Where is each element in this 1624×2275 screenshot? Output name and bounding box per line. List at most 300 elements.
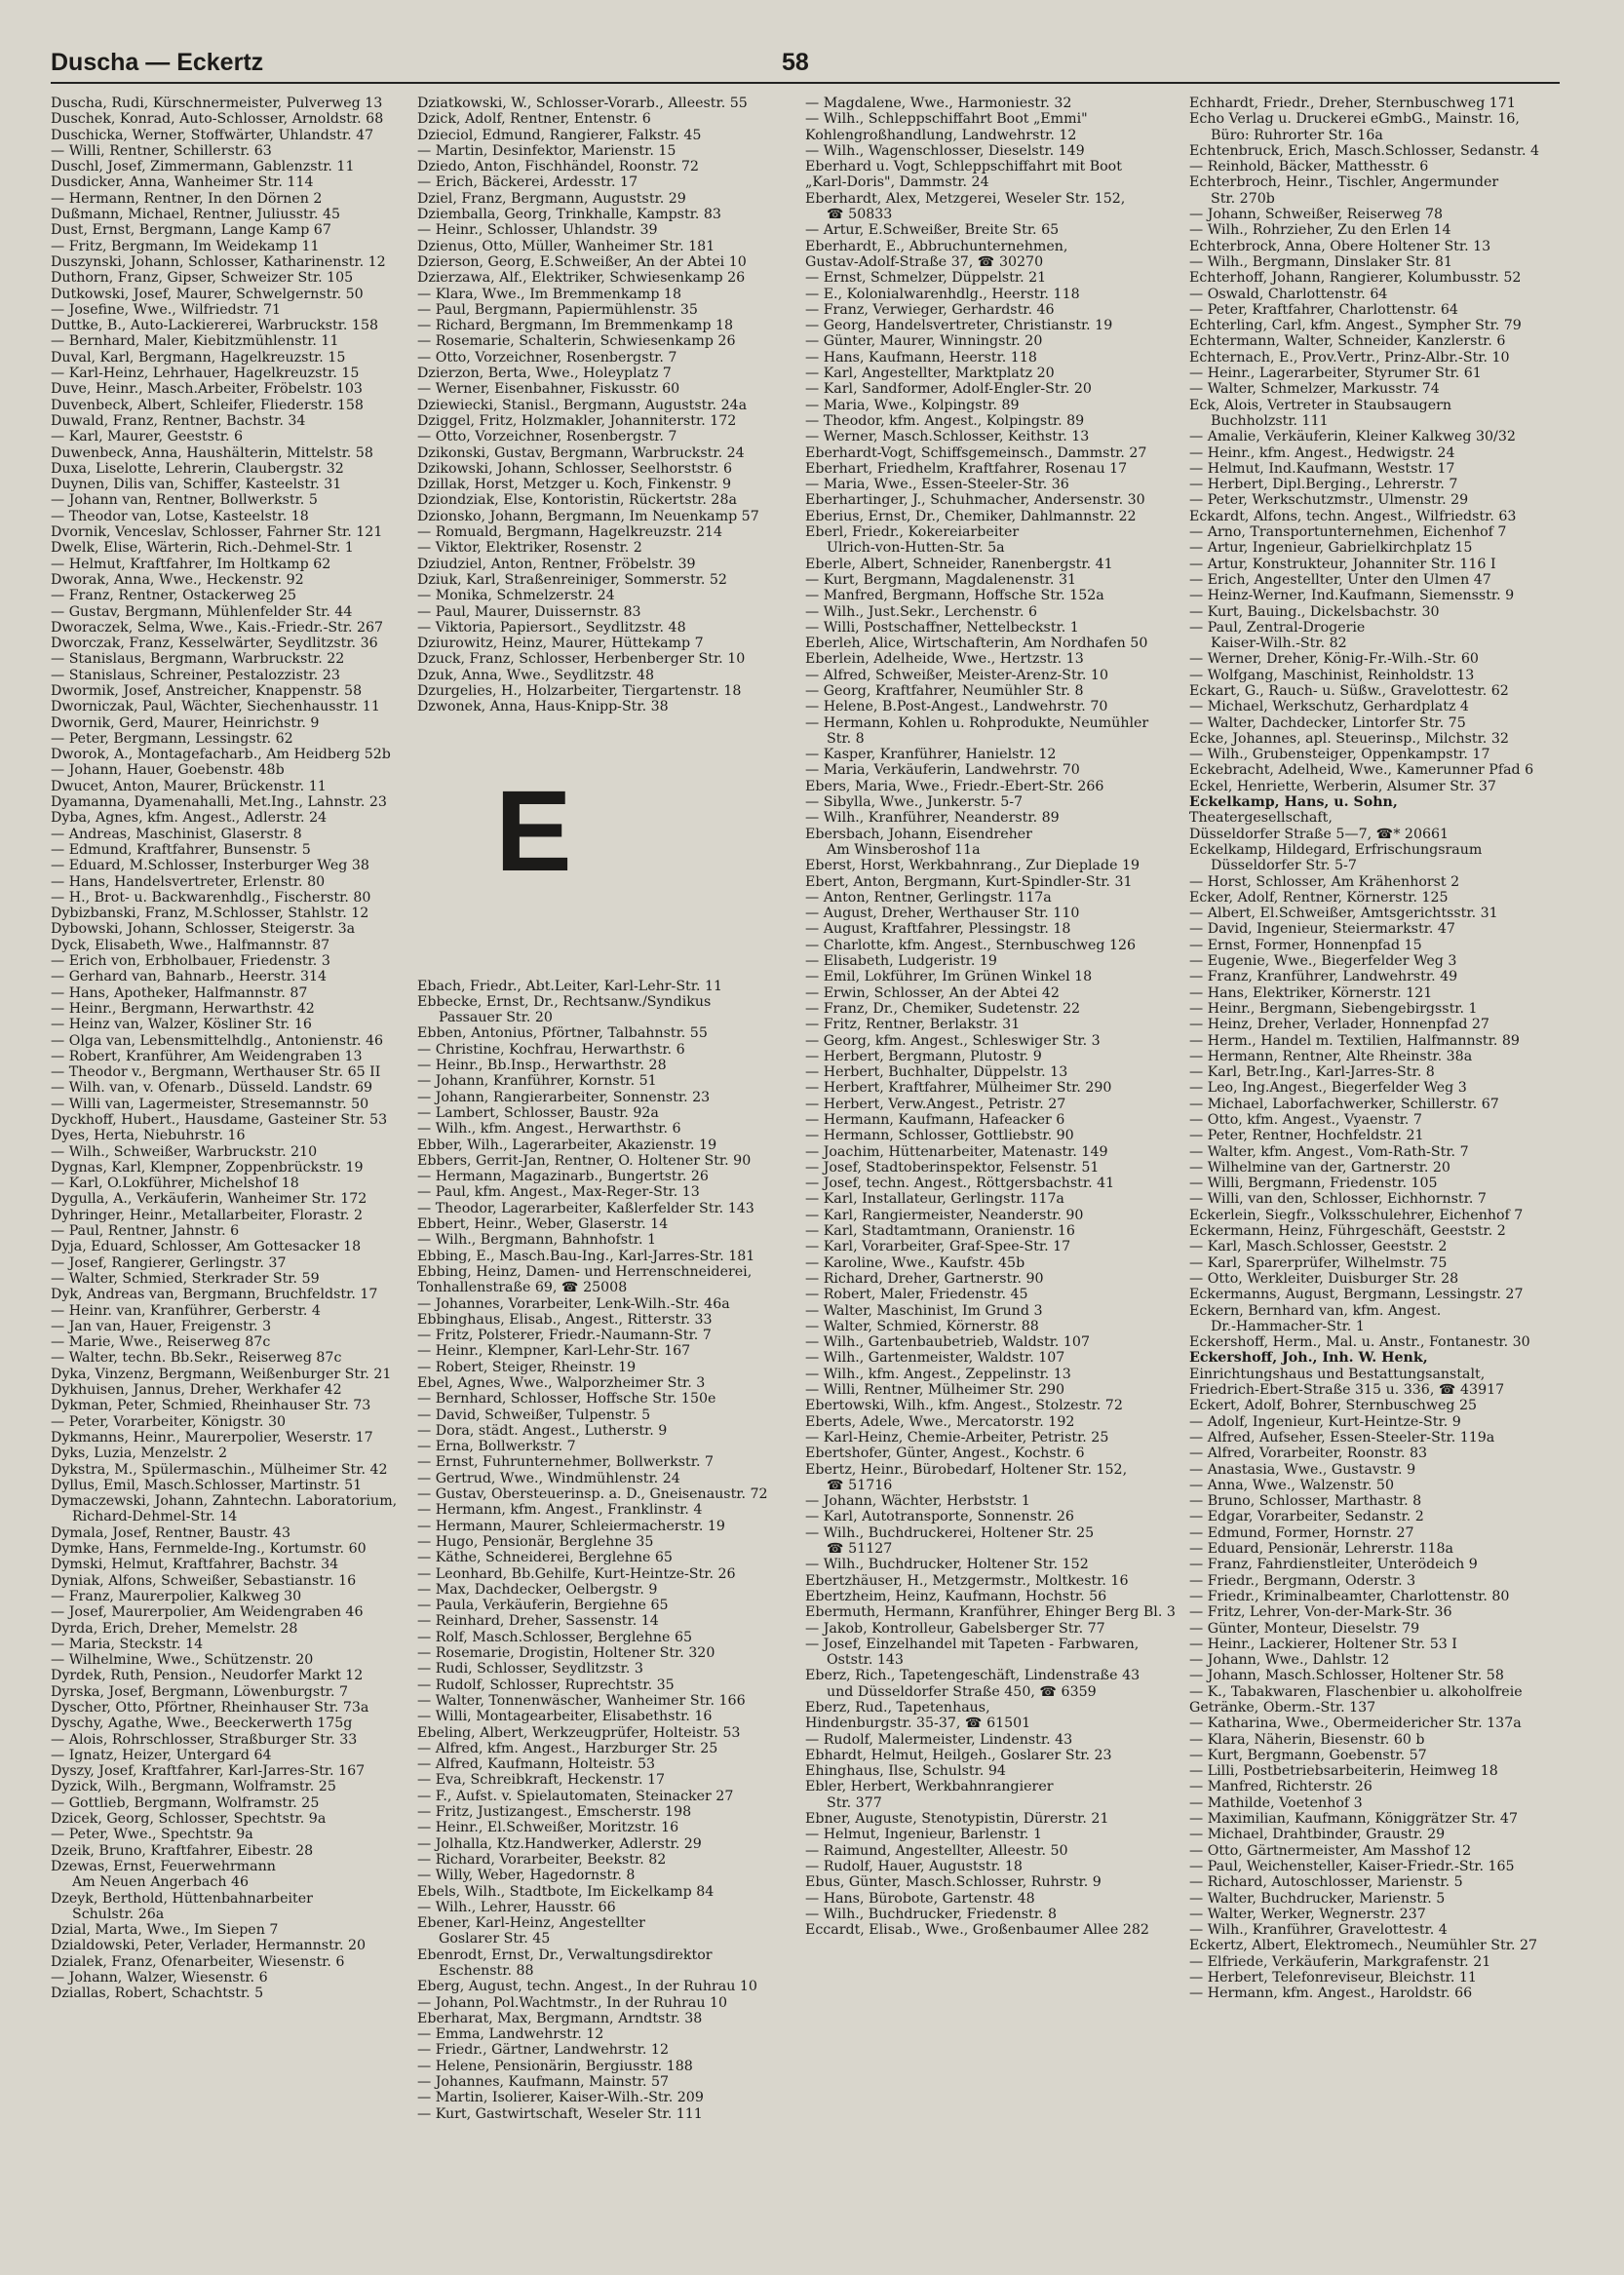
directory-entry: — Johann, Wächter, Herbststr. 1 <box>805 1493 1030 1510</box>
directory-entry: Dziel, Franz, Bergmann, Auguststr. 29 <box>417 190 686 207</box>
directory-entry: Dyllus, Emil, Masch.Schlosser, Martinstr. 51 <box>51 1477 363 1493</box>
directory-entry: — Willi van, Lagermeister, Stresemannstr. 50 <box>51 1096 369 1112</box>
directory-entry: — Rolf, Masch.Schlosser, Berglehne 65 <box>417 1629 693 1645</box>
directory-entry: — Willi, Bergmann, Friedenstr. 105 <box>1189 1176 1438 1192</box>
directory-entry: — Michael, Laborfachwerker, Schillerstr. 67 <box>1189 1096 1499 1112</box>
directory-entry: — Artur, E.Schweißer, Breite Str. 65 <box>805 222 1060 239</box>
directory-entry: — Theodor, kfm. Angest., Kolpingstr. 89 <box>805 412 1085 429</box>
directory-entry: — Willi, Montagearbeiter, Elisabethstr. 16 <box>417 1709 713 1725</box>
directory-entry: Ebers, Maria, Wwe., Friedr.-Ebert-Str. 266 <box>805 778 1104 794</box>
directory-entry: — Maria, Wwe., Kolpingstr. 89 <box>805 397 1020 413</box>
directory-entry: Eckermann, Heinz, Führgeschäft, Geeststr. 2 <box>1189 1223 1506 1240</box>
directory-entry: — Wilh., kfm. Angest., Zeppelinstr. 13 <box>805 1366 1071 1382</box>
directory-entry: — Klara, Näherin, Biesenstr. 60 b <box>1189 1731 1425 1748</box>
directory-entry: — Eva, Schreibkraft, Heckenstr. 17 <box>417 1772 666 1789</box>
directory-entry: — Helmut, Kraftfahrer, Im Holtkamp 62 <box>51 556 331 572</box>
directory-entry: — Heinr., Bergmann, Herwarthstr. 42 <box>51 1000 315 1017</box>
directory-entry: Eckert, Adolf, Bohrer, Sternbuschweg 25 <box>1189 1398 1477 1414</box>
directory-entry: — Paul, Maurer, Duissernstr. 83 <box>417 603 641 620</box>
directory-entry: — Johann van, Rentner, Bollwerkstr. 5 <box>51 492 318 509</box>
directory-entry: — Franz, Dr., Chemiker, Sudetenstr. 22 <box>805 1000 1081 1017</box>
directory-entry: — Josefine, Wwe., Wilfriedstr. 71 <box>51 301 282 318</box>
directory-entry: — Rudolf, Malermeister, Lindenstr. 43 <box>805 1731 1073 1748</box>
directory-entry: — Gerhard van, Bahnarb., Heerstr. 314 <box>51 969 328 985</box>
directory-entry: Eberhartinger, J., Schuhmacher, Andersenstr. 30 <box>805 492 1145 509</box>
directory-entry: — Bruno, Schlosser, Marthastr. 8 <box>1189 1493 1422 1510</box>
directory-entry: Dyka, Vinzenz, Bergmann, Weißenburger Str. 21 <box>51 1366 392 1382</box>
directory-entry: Echtenbruck, Erich, Masch.Schlosser, Sedanstr. 4 <box>1189 142 1540 159</box>
directory-entry: — Anastasia, Wwe., Gustavstr. 9 <box>1189 1461 1416 1478</box>
directory-entry: — Mathilde, Voetenhof 3 <box>1189 1794 1363 1811</box>
directory-entry: — Wilh., Rohrzieher, Zu den Erlen 14 <box>1189 222 1451 239</box>
directory-entry: Dusdicker, Anna, Wanheimer Str. 114 <box>51 174 314 191</box>
directory-entry: — Albert, El.Schweißer, Amtsgerichtsstr. 31 <box>1189 906 1498 922</box>
directory-entry: — Paul, Bergmann, Papiermühlenstr. 35 <box>417 301 698 318</box>
directory-entry: — Werner, Eisenbahner, Fiskusstr. 60 <box>417 381 680 398</box>
directory-entry: — Werner, Dreher, König-Fr.-Wilh.-Str. 60 <box>1189 651 1479 668</box>
directory-entry: — Klara, Wwe., Im Bremmenkamp 18 <box>417 286 681 302</box>
directory-entry: Str. 270b <box>1211 190 1275 207</box>
directory-entry: Dyscher, Otto, Pförtner, Rheinhauser Str. 73a <box>51 1699 369 1716</box>
directory-entry: — Romuald, Bergmann, Hagelkreuzstr. 214 <box>417 524 723 541</box>
directory-entry: — Maximilian, Kaufmann, Königgrätzer Str. 47 <box>1189 1811 1518 1828</box>
directory-entry: Dzierzon, Berta, Wwe., Holeyplatz 7 <box>417 366 672 382</box>
directory-entry: — Karl, O.Lokführer, Michelshof 18 <box>51 1176 299 1192</box>
directory-entry: — Karl, Vorarbeiter, Graf-Spee-Str. 17 <box>805 1239 1071 1255</box>
directory-entry: — Josef, Stadtoberinspektor, Felsenstr. 51 <box>805 1159 1100 1176</box>
directory-entry: Eberhart, Friedhelm, Kraftfahrer, Rosenau 17 <box>805 460 1128 477</box>
directory-entry: Ebbers, Gerrit-Jan, Rentner, O. Holtener Str. 90 <box>417 1152 752 1169</box>
directory-entry: — Heinz, Dreher, Verlader, Honnenpfad 27 <box>1189 1017 1489 1033</box>
directory-entry: Ehinghaus, Ilse, Schulstr. 94 <box>805 1763 1006 1780</box>
directory-entry: — Wilhelmine, Wwe., Schützenstr. 20 <box>51 1652 314 1669</box>
directory-entry: — Adolf, Ingenieur, Kurt-Heintze-Str. 9 <box>1189 1413 1461 1430</box>
directory-entry: — Hugo, Pensionär, Berglehne 35 <box>417 1533 654 1550</box>
directory-entry: — Wilh., Gartenmeister, Waldstr. 107 <box>805 1350 1065 1367</box>
directory-entry: — Fritz, Lehrer, Von-der-Mark-Str. 36 <box>1189 1604 1452 1621</box>
directory-entry: Duthorn, Franz, Gipser, Schweizer Str. 105 <box>51 270 354 287</box>
directory-entry: Ecker, Adolf, Rentner, Körnerstr. 125 <box>1189 889 1449 906</box>
directory-entry: — Johann, Pol.Wachtmstr., In der Ruhrau 10 <box>417 1994 728 2011</box>
directory-entry: — Elisabeth, Ludgeristr. 19 <box>805 953 997 970</box>
directory-entry: — Manfred, Richterstr. 26 <box>1189 1779 1373 1795</box>
directory-entry: Ebertowski, Wilh., kfm. Angest., Stolzestr. 72 <box>805 1398 1123 1414</box>
directory-entry: — Johann, Wwe., Dahlstr. 12 <box>1189 1652 1390 1669</box>
directory-entry: — Otto, Vorzeichner, Rosenbergstr. 7 <box>417 429 677 445</box>
directory-entry: Kohlengroßhandlung, Landwehrstr. 12 <box>805 127 1077 143</box>
directory-entry: Ebben, Antonius, Pförtner, Talbahnstr. 55 <box>417 1025 708 1042</box>
directory-entry: Dyamanna, Dyamenahalli, Met.Ing., Lahnstr. 23 <box>51 794 387 811</box>
directory-entry: — Karl, Autotransporte, Sonnenstr. 26 <box>805 1509 1074 1525</box>
directory-entry: Str. 8 <box>827 730 865 747</box>
directory-entry: — Georg, Kraftfahrer, Neumühler Str. 8 <box>805 682 1084 699</box>
directory-entry: Einrichtungshaus und Bestattungsanstalt, <box>1189 1366 1486 1382</box>
directory-entry: — Karl, Maurer, Geeststr. 6 <box>51 429 243 445</box>
directory-entry: Passauer Str. 20 <box>439 1010 553 1026</box>
directory-entry: — Wilh., Grubensteiger, Oppenkampstr. 17 <box>1189 747 1490 763</box>
directory-entry: — Georg, Handelsvertreter, Christianstr. 19 <box>805 318 1113 334</box>
directory-entry: — Günter, Maurer, Winningstr. 20 <box>805 333 1043 350</box>
directory-entry: — Heinz-Werner, Ind.Kaufmann, Siemensstr. 9 <box>1189 588 1515 604</box>
directory-entry: Dzialdowski, Peter, Verlader, Hermannstr. 20 <box>51 1938 367 1954</box>
directory-entry: Dwornik, Gerd, Maurer, Heinrichstr. 9 <box>51 714 320 731</box>
directory-entry: — Amalie, Verkäuferin, Kleiner Kalkweg 30/32 <box>1189 429 1516 445</box>
directory-entry: — Manfred, Bergmann, Hoffsche Str. 152a <box>805 588 1104 604</box>
directory-entry: Kaiser-Wilh.-Str. 82 <box>1211 636 1347 652</box>
directory-entry: — Herbert, Telefonreviseur, Bleichstr. 11 <box>1189 1970 1477 1986</box>
directory-entry: — Wilh., Wagenschlosser, Dieselstr. 149 <box>805 142 1085 159</box>
directory-entry: — Johann, Masch.Schlosser, Holtener Str. 58 <box>1189 1668 1504 1684</box>
directory-entry: Eberius, Ernst, Dr., Chemiker, Dahlmannstr. 22 <box>805 508 1137 524</box>
directory-entry: — Jakob, Kontrolleur, Gabelsberger Str. 77 <box>805 1620 1105 1637</box>
page-header <box>51 43 1560 84</box>
directory-entry: — Wilh., Just.Sekr., Lerchenstr. 6 <box>805 603 1038 620</box>
directory-entry: Eckelkamp, Hildegard, Erfrischungsraum <box>1189 841 1483 858</box>
directory-entry: Duwenbeck, Anna, Haushälterin, Mittelstr. 58 <box>51 444 373 461</box>
directory-entry: — Heinr., Lagerarbeiter, Styrumer Str. 61 <box>1189 366 1482 382</box>
directory-entry: Dyck, Elisabeth, Wwe., Halfmannstr. 87 <box>51 937 330 953</box>
directory-entry: — Sibylla, Wwe., Junkerstr. 5-7 <box>805 794 1024 811</box>
directory-entry: — Karl, Betr.Ing., Karl-Jarres-Str. 8 <box>1189 1064 1435 1081</box>
directory-entry: Eckermanns, August, Bergmann, Lessingstr. 27 <box>1189 1287 1524 1303</box>
directory-entry: Eschenstr. 88 <box>439 1962 534 1979</box>
directory-entry: Dzial, Marta, Wwe., Im Siepen 7 <box>51 1922 279 1939</box>
directory-entry: Ebhardt, Helmut, Heilgeh., Goslarer Str. 23 <box>805 1747 1112 1763</box>
directory-entry: Dyja, Eduard, Schlosser, Am Gottesacker 18 <box>51 1239 362 1255</box>
directory-entry: Ulrich-von-Hutten-Str. 5a <box>827 540 1005 557</box>
directory-entry: Richard-Dehmel-Str. 14 <box>72 1509 238 1525</box>
directory-entry: Dyes, Herta, Niebuhrstr. 16 <box>51 1128 246 1144</box>
directory-entry: — Eduard, M.Schlosser, Insterburger Weg 38 <box>51 858 369 874</box>
directory-entry: — Bernhard, Maler, Kiebitzmühlenstr. 11 <box>51 333 339 350</box>
directory-entry: Hindenburgstr. 35-37, ☎ 61501 <box>805 1716 1031 1732</box>
directory-entry: — Wilh., Bergmann, Dinslaker Str. 81 <box>1189 253 1452 270</box>
directory-entry: Dziurowitz, Heinz, Maurer, Hüttekamp 7 <box>417 636 704 652</box>
directory-entry: Ebbert, Heinr., Weber, Glaserstr. 14 <box>417 1216 669 1233</box>
column-1 <box>51 96 411 2002</box>
directory-entry: Dworczak, Franz, Kesselwärter, Seydlitzstr. 36 <box>51 636 378 652</box>
directory-entry: — Johann, Rangierarbeiter, Sonnenstr. 23 <box>417 1089 711 1105</box>
directory-entry: Dziudziel, Anton, Rentner, Fröbelstr. 39 <box>417 556 696 572</box>
directory-entry: Duwald, Franz, Rentner, Bachstr. 34 <box>51 412 306 429</box>
directory-entry: — Walter, kfm. Angest., Vom-Rath-Str. 7 <box>1189 1143 1469 1160</box>
directory-entry: — Peter, Kraftfahrer, Charlottenstr. 64 <box>1189 301 1458 318</box>
directory-entry: — Walter, Schmied, Körnerstr. 88 <box>805 1318 1039 1334</box>
directory-entry: Dzuck, Franz, Schlosser, Herbenberger Str. 10 <box>417 651 746 668</box>
directory-entry: — Fritz, Justizangest., Emscherstr. 198 <box>417 1804 692 1821</box>
directory-entry: — Helene, Pensionärin, Bergiusstr. 188 <box>417 2058 693 2074</box>
directory-entry: Dußmann, Michael, Rentner, Juliusstr. 45 <box>51 207 341 223</box>
directory-entry: Ebertzheim, Heinz, Kaufmann, Hochstr. 56 <box>805 1588 1107 1604</box>
directory-entry: — Heinr., Schlosser, Uhlandstr. 39 <box>417 222 658 239</box>
directory-entry: — Herbert, Kraftfahrer, Mülheimer Str. 290 <box>805 1080 1112 1097</box>
directory-entry: — Walter, Dachdecker, Lintorfer Str. 75 <box>1189 714 1466 731</box>
directory-entry: Duve, Heinr., Masch.Arbeiter, Fröbelstr. 103 <box>51 381 363 398</box>
directory-entry: — Hans, Handelsvertreter, Erlenstr. 80 <box>51 873 326 890</box>
directory-entry: — Hans, Kaufmann, Heerstr. 118 <box>805 349 1037 366</box>
directory-entry: — Heinr., Bergmann, Siebengebirgsstr. 1 <box>1189 1000 1478 1017</box>
directory-entry: — Bernhard, Schlosser, Hoffsche Str. 150e <box>417 1391 716 1407</box>
directory-entry: Ebbecke, Ernst, Dr., Rechtsanw./Syndikus <box>417 993 712 1010</box>
directory-entry: — Emil, Lokführer, Im Grünen Winkel 18 <box>805 969 1093 985</box>
directory-entry: — Charlotte, kfm. Angest., Sternbuschweg 126 <box>805 937 1137 953</box>
directory-entry: Eccardt, Elisab., Wwe., Großenbaumer Allee 282 <box>805 1922 1149 1939</box>
directory-entry: — Johann, Hauer, Goebenstr. 48b <box>51 762 285 779</box>
directory-entry: Dziallas, Robert, Schachtstr. 5 <box>51 1986 264 2002</box>
directory-entry: Am Winsberoshof 11a <box>827 841 981 858</box>
directory-entry: Dykmanns, Heinr., Maurerpolier, Weserstr. 17 <box>51 1429 373 1446</box>
directory-entry: Dziondziak, Else, Kontoristin, Rückertstr. 28a <box>417 492 737 509</box>
directory-entry: Dyks, Luzia, Menzelstr. 2 <box>51 1446 228 1462</box>
directory-entry: — Peter, Wwe., Spechtstr. 9a <box>51 1827 253 1843</box>
directory-entry: — Alfred, Schweißer, Meister-Arenz-Str. 10 <box>805 667 1108 683</box>
directory-entry: Eberleh, Alice, Wirtschafterin, Am Nordhafen 50 <box>805 636 1148 652</box>
directory-entry: Dzionsko, Johann, Bergmann, Im Neuenkamp 57 <box>417 508 759 524</box>
directory-entry: — Herbert, Dipl.Berging., Lehrerstr. 7 <box>1189 477 1458 493</box>
directory-entry: Dyschy, Agathe, Wwe., Beeckerwerth 175g <box>51 1716 353 1732</box>
directory-entry: — Wilh., Buchdrucker, Holtener Str. 152 <box>805 1557 1089 1573</box>
directory-entry: — H., Brot- u. Backwarenhdlg., Fischerstr. 80 <box>51 889 371 906</box>
directory-entry: Eckart, G., Rauch- u. Süßw., Gravelottestr. 62 <box>1189 682 1509 699</box>
directory-entry: Dutkowski, Josef, Maurer, Schwelgernstr. 50 <box>51 286 364 302</box>
directory-entry: Dzwonek, Anna, Haus-Knipp-Str. 38 <box>417 699 669 715</box>
directory-entry: Dyniak, Alfons, Schweißer, Sebastianstr. 16 <box>51 1572 357 1589</box>
directory-entry: — Gustav, Bergmann, Mühlenfelder Str. 44 <box>51 603 353 620</box>
directory-entry: Goslarer Str. 45 <box>439 1931 551 1947</box>
directory-entry: Echterling, Carl, kfm. Angest., Sympher Str. 79 <box>1189 318 1522 334</box>
directory-entry: — Alfred, Vorarbeiter, Roonstr. 83 <box>1189 1446 1428 1462</box>
directory-entry: Dyszy, Josef, Kraftfahrer, Karl-Jarres-Str. 167 <box>51 1763 366 1780</box>
directory-entry: — Paul, Rentner, Jahnstr. 6 <box>51 1223 240 1240</box>
directory-entry: — Paul, Weichensteller, Kaiser-Friedr.-Str. 165 <box>1189 1858 1515 1874</box>
directory-entry: — Wilh. van, v. Ofenarb., Düsseld. Landstr. 69 <box>51 1080 372 1097</box>
directory-entry: — Wilh., Buchdruckerei, Holtener Str. 25 <box>805 1524 1095 1541</box>
directory-entry: — Herbert, Bergmann, Plutostr. 9 <box>805 1048 1042 1064</box>
directory-entry: Dykman, Peter, Schmied, Rheinhauser Str. 73 <box>51 1398 371 1414</box>
directory-entry: — Erich von, Erbholbauer, Friedenstr. 3 <box>51 953 330 970</box>
directory-entry: — Hermann, Rentner, In den Dörnen 2 <box>51 190 323 207</box>
directory-entry: — Stanislaus, Bergmann, Warbruckstr. 22 <box>51 651 345 668</box>
directory-entry: — Peter, Bergmann, Lessingstr. 62 <box>51 730 293 747</box>
directory-entry: — Herm., Handel m. Textilien, Halfmannstr. 89 <box>1189 1032 1520 1049</box>
directory-entry: — Hermann, kfm. Angest., Franklinstr. 4 <box>417 1502 703 1519</box>
directory-entry: — Edgar, Vorarbeiter, Sedanstr. 2 <box>1189 1509 1424 1525</box>
directory-entry: Dyk, Andreas van, Bergmann, Bruchfeldstr. 17 <box>51 1287 378 1303</box>
directory-entry: Dymke, Hans, Fernmelde-Ing., Kortumstr. 60 <box>51 1541 367 1558</box>
directory-entry: — Erich, Bäckerei, Ardesstr. 17 <box>417 174 638 191</box>
directory-entry: Dyhringer, Heinr., Metallarbeiter, Florastr. 2 <box>51 1207 364 1223</box>
directory-entry: Dworok, A., Montagefacharb., Am Heidberg 52b <box>51 747 391 763</box>
directory-entry: — Peter, Rentner, Hochfeldstr. 21 <box>1189 1128 1424 1144</box>
directory-entry: Dwucet, Anton, Maurer, Brückenstr. 11 <box>51 778 327 794</box>
directory-entry: Echtermann, Walter, Schneider, Kanzlerstr. 6 <box>1189 333 1506 350</box>
directory-entry: — Helmut, Ind.Kaufmann, Weststr. 17 <box>1189 460 1455 477</box>
directory-entry: — Monika, Schmelzerstr. 24 <box>417 588 615 604</box>
directory-entry: — Ernst, Former, Honnenpfad 15 <box>1189 937 1422 953</box>
directory-entry: — Michael, Drahtbinder, Graustr. 29 <box>1189 1827 1446 1843</box>
directory-entry: Eckel, Henriette, Werberin, Alsumer Str. 37 <box>1189 778 1496 794</box>
directory-entry: Büro: Ruhrorter Str. 16a <box>1211 127 1383 143</box>
directory-entry: — Hermann, Kaufmann, Hafeacker 6 <box>805 1112 1065 1128</box>
directory-entry: Duxa, Liselotte, Lehrerin, Claubergstr. 32 <box>51 460 344 477</box>
directory-entry: Dyba, Agnes, kfm. Angest., Adlerstr. 24 <box>51 810 328 827</box>
directory-entry: — Olga van, Lebensmittelhdlg., Antonienstr. 46 <box>51 1032 384 1049</box>
directory-entry: Ebeling, Albert, Werkzeugprüfer, Holteistr. 53 <box>417 1724 741 1741</box>
directory-entry: Dziewiecki, Stanisl., Bergmann, Auguststr. 24a <box>417 397 748 413</box>
directory-entry: — Anna, Wwe., Walzenstr. 50 <box>1189 1477 1394 1493</box>
directory-entry: Dykhuisen, Jannus, Dreher, Werkhafer 42 <box>51 1382 342 1399</box>
directory-entry: — Wilh., Schweißer, Warbruckstr. 210 <box>51 1143 318 1160</box>
directory-entry: Schulstr. 26a <box>72 1906 165 1922</box>
directory-entry: Friedrich-Ebert-Straße 315 u. 336, ☎ 43917 <box>1189 1382 1505 1399</box>
directory-entry: Echhardt, Friedr., Dreher, Sternbuschweg 171 <box>1189 96 1516 111</box>
page-number: 58 <box>782 49 809 76</box>
directory-entry: — Alfred, Aufseher, Essen-Steeler-Str. 119a <box>1189 1429 1495 1446</box>
directory-entry: Eberle, Albert, Schneider, Ranenbergstr. 41 <box>805 556 1113 572</box>
directory-entry: — Wilh., kfm. Angest., Herwarthstr. 6 <box>417 1121 681 1138</box>
directory-entry: — Walter, Schmelzer, Markusstr. 74 <box>1189 381 1440 398</box>
directory-entry: Dust, Ernst, Bergmann, Lange Kamp 67 <box>51 222 331 239</box>
directory-entry: — Leo, Ing.Angest., Biegerfelder Weg 3 <box>1189 1080 1467 1097</box>
directory-entry: — Friedr., Bergmann, Oderstr. 3 <box>1189 1572 1416 1589</box>
directory-entry: Eberhardt-Vogt, Schiffsgemeinsch., Dammstr. 27 <box>805 444 1147 461</box>
directory-entry: — Franz, Verwieger, Gerhardstr. 46 <box>805 301 1055 318</box>
directory-entry: — Hermann, Schlosser, Gottliebstr. 90 <box>805 1128 1074 1144</box>
directory-entry: Dworak, Anna, Wwe., Heckenstr. 92 <box>51 571 304 588</box>
directory-entry: — Viktoria, Papiersort., Seydlitzstr. 48 <box>417 619 686 636</box>
directory-entry: — Lambert, Schlosser, Baustr. 92a <box>417 1104 659 1121</box>
directory-entry: Düsseldorfer Straße 5—7, ☎* 20661 <box>1189 826 1450 842</box>
directory-entry: — Herbert, Buchhalter, Düppelstr. 13 <box>805 1064 1068 1081</box>
directory-entry: Ebner, Auguste, Stenotypistin, Dürerstr. 21 <box>805 1811 1109 1828</box>
directory-entry: — Helene, B.Post-Angest., Landwehrstr. 70 <box>805 699 1108 715</box>
directory-entry: — Josef, Rangierer, Gerlingstr. 37 <box>51 1254 287 1271</box>
directory-entry: Dygnas, Karl, Klempner, Zoppenbrückstr. 19 <box>51 1159 364 1176</box>
directory-entry: — Franz, Kranführer, Landwehrstr. 49 <box>1189 969 1458 985</box>
directory-entry: Duynen, Dilis van, Schiffer, Kasteelstr. 31 <box>51 477 342 493</box>
column-3 <box>805 96 1185 1938</box>
directory-entry: Echterbrock, Anna, Obere Holtener Str. 13 <box>1189 238 1491 254</box>
directory-entry: — Wolfgang, Maschinist, Reinholdstr. 13 <box>1189 667 1475 683</box>
directory-entry: Eckelkamp, Hans, u. Sohn, <box>1189 794 1398 811</box>
directory-entry: — Hermann, Kohlen u. Rohprodukte, Neumühler <box>805 714 1149 731</box>
directory-entry: — Franz, Fahrdienstleiter, Unterödeich 9 <box>1189 1557 1478 1573</box>
directory-entry: — Theodor v., Bergmann, Werthauser Str. 65 II <box>51 1064 381 1081</box>
directory-entry: Ebert, Anton, Bergmann, Kurt-Spindler-Str. 31 <box>805 873 1133 890</box>
directory-entry: Eck, Alois, Vertreter in Staubsaugern <box>1189 397 1452 413</box>
directory-entry: Dzuk, Anna, Wwe., Seydlitzstr. 48 <box>417 667 654 683</box>
directory-entry: — Edmund, Former, Hornstr. 27 <box>1189 1524 1414 1541</box>
directory-entry: — Willi, Rentner, Mülheimer Str. 290 <box>805 1382 1065 1399</box>
directory-entry: — Emma, Landwehrstr. 12 <box>417 2026 604 2043</box>
directory-entry: — Heinr., Klempner, Karl-Lehr-Str. 167 <box>417 1343 691 1360</box>
directory-entry: — Herbert, Verw.Angest., Petristr. 27 <box>805 1096 1066 1112</box>
directory-entry: — Karl, Sparerprüfer, Wilhelmstr. 75 <box>1189 1254 1448 1271</box>
directory-entry: — Kurt, Gastwirtschaft, Weseler Str. 111 <box>417 2105 703 2122</box>
directory-entry: — Fritz, Bergmann, Im Weidekamp 11 <box>51 238 320 254</box>
directory-entry: — David, Schweißer, Tulpenstr. 5 <box>417 1407 651 1423</box>
directory-entry: Dyrda, Erich, Dreher, Memelstr. 28 <box>51 1620 298 1637</box>
directory-entry: Eberg, August, techn. Angest., In der Ruhrau 10 <box>417 1979 757 1995</box>
column-2 <box>417 96 799 2122</box>
directory-entry: — Heinr., kfm. Angest., Hedwigstr. 24 <box>1189 444 1455 461</box>
directory-entry: — Dora, städt. Angest., Lutherstr. 9 <box>417 1422 668 1439</box>
directory-entry: — Edmund, Kraftfahrer, Bunsenstr. 5 <box>51 841 311 858</box>
directory-entry: Eberts, Adele, Wwe., Mercatorstr. 192 <box>805 1413 1075 1430</box>
directory-entry: Dzeik, Bruno, Kraftfahrer, Eibestr. 28 <box>51 1842 314 1859</box>
directory-entry: — Alfred, Kaufmann, Holteistr. 53 <box>417 1756 656 1773</box>
directory-entry: — Theodor, Lagerarbeiter, Kaßlerfelder Str. 143 <box>417 1200 754 1216</box>
directory-entry: — Richard, Autoschlosser, Marienstr. 5 <box>1189 1874 1463 1891</box>
directory-entry: — Jan van, Hauer, Freigenstr. 3 <box>51 1318 272 1334</box>
directory-entry: — Gertrud, Wwe., Windmühlenstr. 24 <box>417 1470 680 1486</box>
directory-entry: — Karl-Heinz, Lehrhauer, Hagelkreuzstr. 15 <box>51 366 360 382</box>
section-letter: E <box>495 766 572 896</box>
directory-entry: — Martin, Desinfektor, Marienstr. 15 <box>417 142 677 159</box>
directory-entry: Echo Verlag u. Druckerei eGmbG., Mainstr. 16, <box>1189 111 1520 128</box>
directory-entry: — Heinr. van, Kranführer, Gerberstr. 4 <box>51 1302 321 1319</box>
directory-entry: Eckershoff, Herm., Mal. u. Anstr., Fontanestr. 30 <box>1189 1334 1530 1351</box>
directory-entry: — Leonhard, Bb.Gehilfe, Kurt-Heintze-Str. 26 <box>417 1565 736 1582</box>
column-4 <box>1189 96 1569 2002</box>
directory-entry: Dworaczek, Selma, Wwe., Kais.-Friedr.-Str. 267 <box>51 619 384 636</box>
directory-entry: — Günter, Monteur, Dieselstr. 79 <box>1189 1620 1420 1637</box>
directory-entry: Ebener, Karl-Heinz, Angestellter <box>417 1915 645 1932</box>
directory-entry: — Theodor van, Lotse, Kasteelstr. 18 <box>51 508 309 524</box>
directory-entry: Eckertz, Albert, Elektromech., Neumühler Str. 27 <box>1189 1938 1538 1954</box>
directory-entry: — Oswald, Charlottenstr. 64 <box>1189 286 1388 302</box>
directory-entry: — Kurt, Bauing., Dickelsbachstr. 30 <box>1189 603 1440 620</box>
directory-entry: Eberlein, Adelheide, Wwe., Hertzstr. 13 <box>805 651 1084 668</box>
directory-entry: — Erich, Angestellter, Unter den Ulmen 47 <box>1189 571 1491 588</box>
directory-entry: — Anton, Rentner, Gerlingstr. 117a <box>805 889 1052 906</box>
directory-entry: Ebach, Friedr., Abt.Leiter, Karl-Lehr-Str. 11 <box>417 978 723 994</box>
directory-entry: Eckardt, Alfons, techn. Angest., Wilfriedstr. 63 <box>1189 508 1517 524</box>
directory-entry: — Robert, Steiger, Rheinstr. 19 <box>417 1359 637 1375</box>
directory-entry: — Franz, Maurerpolier, Kalkweg 30 <box>51 1588 302 1604</box>
directory-entry: Dyckhoff, Hubert., Hausdame, Gasteiner Str. 53 <box>51 1112 388 1128</box>
directory-entry: — Artur, Ingenieur, Gabrielkirchplatz 15 <box>1189 540 1473 557</box>
directory-entry: — Gottlieb, Bergmann, Wolframstr. 25 <box>51 1794 320 1811</box>
directory-entry: Dygulla, A., Verkäuferin, Wanheimer Str. 172 <box>51 1191 367 1208</box>
directory-entry: — Wilh., Lehrer, Hausstr. 66 <box>417 1899 616 1915</box>
directory-entry: — Marie, Wwe., Reiserweg 87c <box>51 1334 271 1351</box>
directory-entry: — Richard, Bergmann, Im Bremmenkamp 18 <box>417 318 733 334</box>
directory-entry: — Walter, Schmied, Sterkrader Str. 59 <box>51 1270 320 1287</box>
directory-entry: — Käthe, Schneiderei, Berglehne 65 <box>417 1550 673 1566</box>
directory-entry: Dymski, Helmut, Kraftfahrer, Bachstr. 34 <box>51 1557 339 1573</box>
directory-entry: — Horst, Schlosser, Am Krähenhorst 2 <box>1189 873 1460 890</box>
directory-entry: — Rudolf, Hauer, Auguststr. 18 <box>805 1858 1023 1874</box>
directory-entry: — Reinhard, Dreher, Sassenstr. 14 <box>417 1613 659 1630</box>
directory-entry: und Düsseldorfer Straße 450, ☎ 6359 <box>827 1683 1097 1700</box>
directory-entry: — Otto, Werkleiter, Duisburger Str. 28 <box>1189 1270 1459 1287</box>
directory-entry: Dziatkowski, W., Schlosser-Vorarb., Alleestr. 55 <box>417 96 748 111</box>
directory-entry: — Hermann, Maurer, Schleiermacherstr. 19 <box>417 1518 725 1534</box>
directory-entry: — Wilh., Kranführer, Gravelottestr. 4 <box>1189 1922 1448 1939</box>
directory-entry: — Karl, Stadtamtmann, Oranienstr. 16 <box>805 1223 1075 1240</box>
directory-entry: Ebermuth, Hermann, Kranführer, Ehinger Berg Bl. 3 <box>805 1604 1176 1621</box>
directory-entry: Oststr. 143 <box>827 1652 904 1669</box>
directory-entry: — Ignatz, Heizer, Untergard 64 <box>51 1747 272 1763</box>
directory-entry: Düsseldorfer Str. 5-7 <box>1211 858 1357 874</box>
directory-entry: — August, Dreher, Werthauser Str. 110 <box>805 906 1080 922</box>
directory-entry: „Karl-Doris", Dammstr. 24 <box>805 174 989 191</box>
directory-entry: Ebbing, E., Masch.Bau-Ing., Karl-Jarres-Str. 181 <box>417 1248 755 1264</box>
directory-entry: — Kurt, Bergmann, Goebenstr. 57 <box>1189 1747 1427 1763</box>
directory-entry: — Maria, Steckstr. 14 <box>51 1636 204 1652</box>
directory-entry: Ebersbach, Johann, Eisendreher <box>805 826 1032 842</box>
